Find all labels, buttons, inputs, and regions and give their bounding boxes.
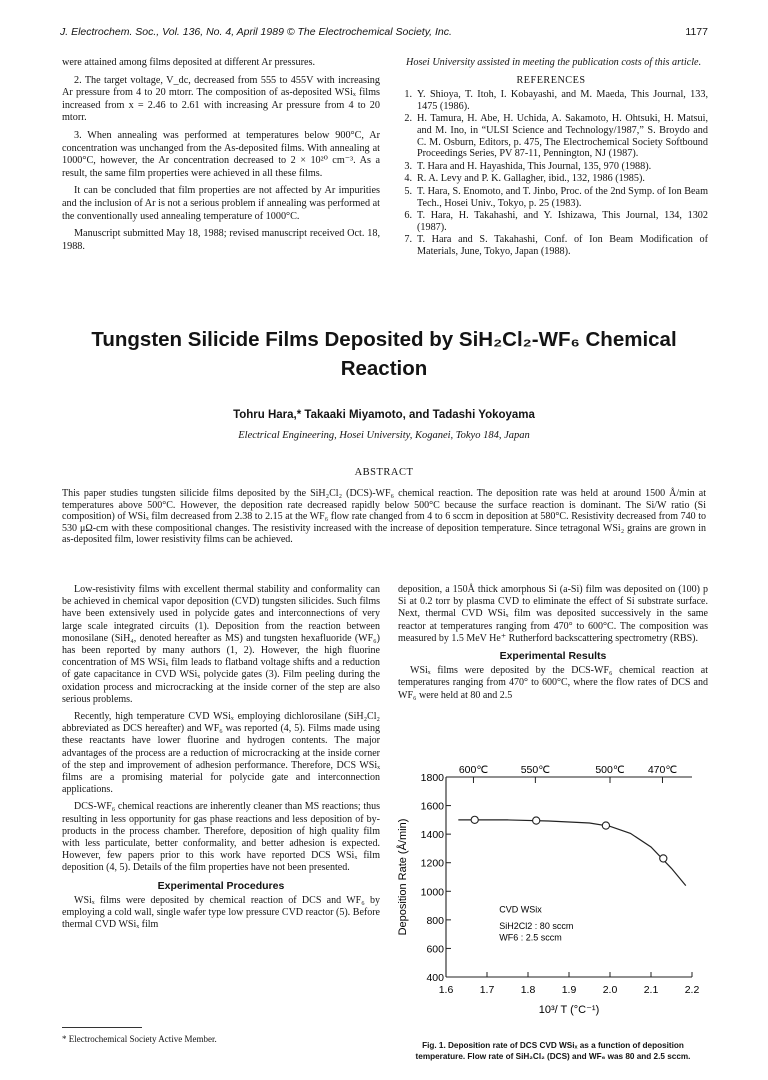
annotation: CVD WSix (499, 904, 542, 915)
figure-caption: Fig. 1. Deposition rate of DCS CVD WSiₓ as a function of deposition temperature. Flow rate of SiH₂Cl₂ (DCS) and WF₆ was 80 and 2.5 sccm. (415, 1041, 691, 1061)
x-tick-label: 2.2 (684, 984, 700, 996)
reference-item: 4. R. A. Levy and P. K. Gallagher, ibid., 132, 1986 (1985). (404, 173, 645, 185)
article-left-column (62, 584, 380, 936)
prev-paragraph: were attained among films deposited at different Ar pressures. (62, 57, 316, 68)
references-title: REFERENCES (516, 74, 586, 86)
body-paragraph: WSiₓ films were deposited by chemical reaction of DCS and WF₆ by employing a cold wall, single wafer type low pressure CVD reactor (5). Before thermal CVD WSiₓ film (62, 894, 380, 931)
chart-axes (446, 777, 692, 977)
reference-item: 3. T. Hara and H. Hayashida, This Journal, 135, 970 (1988). (404, 160, 652, 172)
y-tick-label: 1400 (420, 829, 444, 842)
prev-paragraph: 3. When annealing was performed at temperatures below 900°C, Ar concentration was unchanged from the As-deposited films. With annealing at 1000°C, however, the Ar concentration decreased to 2 × 10²⁰ cm⁻³. As a result, the same film properties were achieved in all these films. (62, 129, 380, 179)
prev-paragraph: It can be concluded that film properties are not affected by Ar impurities and the inclusion of Ar is not a serious problem if annealing was performed at the conventionally used annealing temperature of 1000°C. (62, 185, 380, 222)
annotation: SiH2Cl2 : 80 sccm (499, 921, 574, 932)
body-paragraph: WSiₓ films were deposited by the DCS-WF₆ chemical reaction at temperatures ranging from 470° to 600°C, where the flow rates of DCS and WF₆ were held at 80 and 2.5 (398, 665, 708, 701)
y-tick-label: 600 (426, 943, 444, 956)
manuscript-note: Manuscript submitted May 18, 1988; revised manuscript received Oct. 18, 1988. (62, 228, 380, 252)
reference-item: 6. T. Hara, H. Takahashi, and Y. Ishizawa, This Journal, 134, 1302 (1987). (404, 210, 708, 233)
data-point (533, 817, 540, 824)
acknowledgment: Hosei University assisted in meeting the publication costs of this article. (406, 57, 702, 68)
x-tick-label: 1.6 (438, 984, 454, 996)
abstract-title: ABSTRACT (354, 467, 414, 478)
reference-item: 2. H. Tamura, H. Abe, H. Uchida, A. Sakamoto, H. Ohtsuki, H. Matsui, and M. Ino, in “ULSI Science and Technology/1987,” S. Broydo and C. M. Osburn, Editors, p. 475, The Electrochemical Society Softbound Proceedings Series, PV 87-11, Pennington, NJ (1987). (404, 113, 708, 160)
prev-article-left-column (62, 57, 380, 258)
section-heading-procedures: Experimental Procedures (157, 879, 285, 892)
reference-item: 7. T. Hara and S. Takahashi, Conf. of Ion Beam Modification of Materials, June, Tokyo, Japan (1988). (404, 234, 708, 257)
series-line (458, 820, 686, 886)
reference-item: 1. Y. Shioya, T. Itoh, I. Kobayashi, and M. Maeda, This Journal, 133, 1475 (1986). (404, 89, 708, 112)
body-paragraph: Recently, high temperature CVD WSiₓ employing dichlorosilane (SiH₂Cl₂ abbreviated as DCS hereafter) and WF₆ was reported (4, 5). Films made using these reactants have lower fluorine and hydrogen contents. The major advantages of the process are a reduction of microcracking at the inside corner of the step and improvement of adhesion performance. Therefore, DCS WSiₓ films are a promising material for polycide gate and interconnection applications. (62, 711, 380, 796)
x-tick-label: 2.0 (602, 984, 618, 996)
x-tick-label: 1.7 (479, 984, 495, 996)
top-axis-label: 550℃ (520, 764, 551, 776)
data-point (471, 816, 478, 823)
x-tick-label: 1.9 (561, 984, 577, 996)
footnote: * Electrochemical Society Active Member. (62, 1034, 217, 1044)
x-tick-label: 2.1 (643, 984, 659, 996)
footnote-rule (62, 1027, 142, 1028)
y-tick-label: 400 (426, 972, 444, 984)
article-right-column (398, 584, 708, 707)
deposition-rate-chart (392, 755, 712, 1037)
page-number: 1177 (685, 26, 708, 38)
body-paragraph: deposition, a 150Å thick amorphous Si (a-Si) film was deposited on (100) p Si at 0.2 torr by plasma CVD to eliminate the effect of Si substrate surface. Next, thermal CVD WSiₓ film was deposited successively in the same reactor at temperatures ranging from 470° to 600°C. The composition was measured by 1.5 MeV He⁺ Rutherford backscattering spectrometry (RBS). (398, 584, 708, 644)
x-tick-label: 1.8 (520, 984, 536, 996)
article-affiliation: Electrical Engineering, Hosei University, Koganei, Tokyo 184, Japan (238, 430, 530, 441)
data-point (660, 855, 667, 862)
chart-marks (458, 816, 686, 885)
chart-labels (396, 764, 699, 1016)
top-axis-label: 470℃ (647, 764, 678, 776)
y-tick-label: 800 (426, 914, 444, 927)
article-authors: Tohru Hara,* Takaaki Miyamoto, and Tadashi Yokoyama (233, 409, 535, 421)
prev-paragraph: 2. The target voltage, V_dc, decreased from 555 to 455V with increasing Ar pressure from 4 to 20 mtorr. The composition of as-deposited WSiₓ films increased from x = 2.46 to 2.61 with increasing Ar pressure from 4 to 20 mtorr. (62, 74, 380, 124)
journal-citation: J. Electrochem. Soc., Vol. 136, No. 4, April 1989 © The Electrochemical Society, Inc. (60, 26, 452, 38)
annotation: WF6 : 2.5 sccm (499, 932, 562, 943)
abstract-text: This paper studies tungsten silicide films deposited by the SiH₂Cl₂ (DCS)-WF₆ chemical reaction. The deposition rate was held at around 1500 Å/min at temperatures above 500°C. However, the deposition rate decreased rapidly below 500°C because the surface reaction is dominant. The Si/W ratio (Si composition) of WSiₓ film decreased from 2.38 to 2.15 at the WF₆ flow rate changed from 4 to 6 sccm in deposition at 580°C. Resistivity decreased from 740 to 530 μΩ-cm with these compositional changes. The resistivity increased with the increase of deposition temperature. Since tetragonal WSi₂ grains are grown in as-deposited film, lower resistivity films can be achieved. (62, 488, 706, 546)
body-paragraph: DCS-WF₆ chemical reactions are inherently cleaner than MS reactions; thus resulting in less opportunity for gas phase reactions and less deposition of by-products in the process chamber. Therefore, deposition of high quality film with less particulate, better conformality, and better adhesion is expected. However, few papers prior to this work have reported DCS WSiₓ film deposition (4, 5). Details of the film properties have not been presented. (62, 801, 380, 874)
article-title: Tungsten Silicide Films Deposited by SiH₂Cl₂-WF₆ Chemical Reaction (91, 328, 677, 380)
x-axis-label: 10³/ T (°C⁻¹) (538, 1004, 600, 1016)
top-axis-label: 500℃ (595, 764, 625, 776)
running-header (60, 26, 708, 38)
prev-article-right-column (394, 57, 708, 259)
top-axis-label: 600℃ (458, 764, 489, 776)
y-tick-label: 1000 (420, 886, 444, 899)
body-paragraph: Low-resistivity films with excellent thermal stability and conformality can be achieved in chemical vapor deposition (CVD) tungsten silicides. Such films have been extensively used in polycide gates and interconnections of very large scale integrated circuits (1). Deposition from the reaction between monosilane (SiH₄, denoted hereafter as MS) and tungsten hexafluoride (WF₆) has been reported by many authors (1, 2). However, the high fluorine concentration of MS WSiₓ film leads to flatband voltage shifts and a reduction of gate capacitance in CVD WSiₓ polycide gates (3). Film peeling during the oxidation process and microcracking at the inside corner of the step are also serious problems. (62, 584, 380, 705)
y-axis-label: Deposition Rate (Å/min) (397, 818, 409, 936)
section-heading-results: Experimental Results (499, 650, 607, 663)
y-tick-label: 1600 (420, 800, 444, 813)
y-tick-label: 1800 (420, 772, 444, 784)
reference-item: 5. T. Hara, S. Enomoto, and T. Jinbo, Proc. of the 2nd Symp. of Ion Beam Tech., Hosei Univ., Tokyo, p. 25 (1983). (404, 185, 708, 209)
data-point (602, 822, 609, 829)
y-tick-label: 1200 (420, 857, 444, 870)
